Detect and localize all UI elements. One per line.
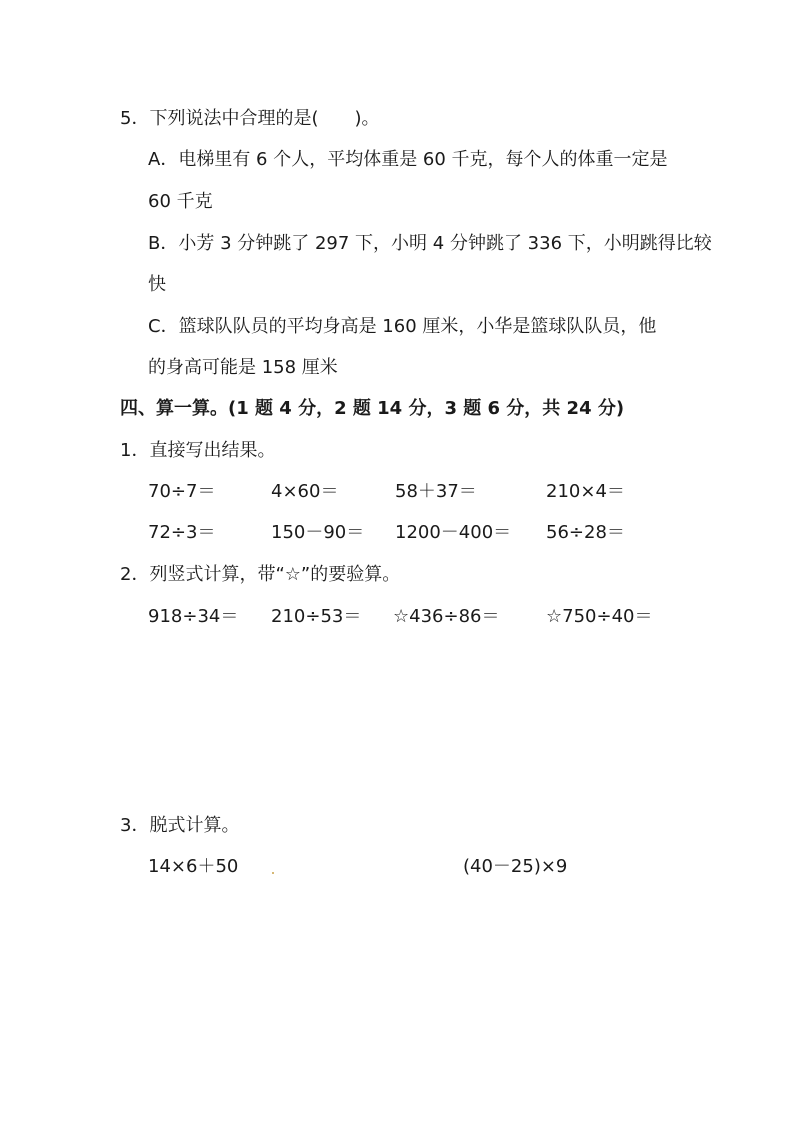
question-5-option-b-line1: B．小芳 3 分钟跳了 297 下，小明 4 分钟跳了 336 下，小明跳得比较: [148, 233, 712, 254]
question-5-option-c-line2: 的身高可能是 158 厘米: [148, 357, 338, 378]
q1-row2-item1: 72÷3＝: [148, 522, 216, 543]
q1-row1-item4: 210×4＝: [546, 481, 625, 502]
q1-row1-item1: 70÷7＝: [148, 481, 216, 502]
q2-item1: 918÷34＝: [148, 606, 239, 627]
q1-row1-item3: 58＋37＝: [395, 481, 477, 502]
q1-row1-item2: 4×60＝: [271, 481, 339, 502]
q3-item2: (40－25)×9: [463, 856, 568, 877]
q1-label: 1．直接写出结果。: [120, 440, 276, 461]
q2-item3: ☆436÷86＝: [393, 606, 500, 627]
section-4-heading: 四、算一算。(1 题 4 分，2 题 14 分，3 题 6 分，共 24 分): [120, 398, 625, 419]
stray-dot-mark: [272, 872, 274, 874]
q3-item1: 14×6＋50: [148, 856, 239, 877]
q1-row2-item4: 56÷28＝: [546, 522, 625, 543]
question-5-stem: 5．下列说法中合理的是( )。: [120, 108, 380, 129]
q1-row2-item2: 150－90＝: [271, 522, 365, 543]
q2-item4: ☆750÷40＝: [546, 606, 653, 627]
question-5-option-a-line2: 60 千克: [148, 191, 213, 212]
q3-label: 3．脱式计算。: [120, 815, 240, 836]
question-5-option-a-line1: A．电梯里有 6 个人，平均体重是 60 千克，每个人的体重一定是: [148, 149, 668, 170]
question-5-option-c-line1: C．篮球队队员的平均身高是 160 厘米，小华是篮球队队员，他: [148, 316, 657, 337]
question-5-option-b-line2: 快: [148, 274, 166, 295]
q2-item2: 210÷53＝: [271, 606, 362, 627]
q1-row2-item3: 1200－400＝: [395, 522, 512, 543]
q2-label: 2．列竖式计算，带“☆”的要验算。: [120, 564, 401, 585]
